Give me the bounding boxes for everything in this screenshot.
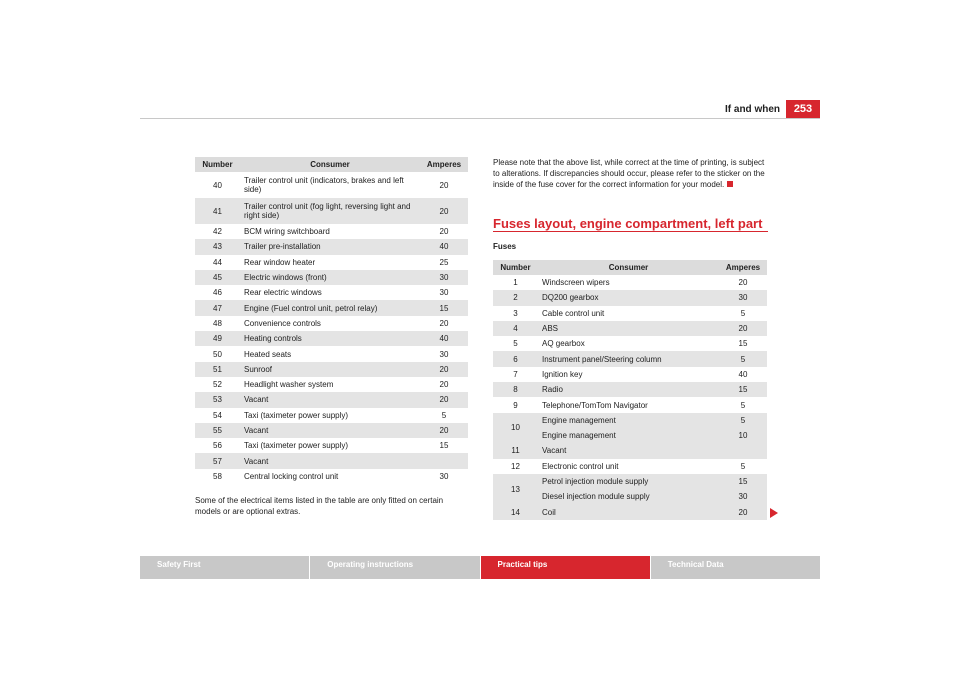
fuse-amperes: 10: [719, 428, 767, 443]
optional-items-note: Some of the electrical items listed in the table are only fitted on certain models or are optional extras.: [195, 496, 444, 516]
table-row: [195, 453, 468, 468]
table-row: [195, 469, 468, 484]
fuse-amperes: 40: [420, 239, 468, 254]
fuse-consumer: Telephone/TomTom Navigator: [538, 397, 719, 412]
table-row: [195, 270, 468, 285]
table-row: [195, 239, 468, 254]
fuse-consumer: Electronic control unit: [538, 459, 719, 474]
table-row: [493, 443, 767, 458]
fuse-consumer: Coil: [538, 504, 719, 519]
fuse-amperes: 20: [719, 504, 767, 519]
header-rule: [140, 118, 820, 119]
fuse-consumer: Windscreen wipers: [538, 275, 719, 290]
table-row: [493, 321, 767, 336]
continue-arrow-icon: [770, 508, 778, 518]
fuse-consumer: Instrument panel/Steering column: [538, 351, 719, 366]
fuse-consumer: Petrol injection module supply: [538, 474, 719, 489]
fuse-amperes: 15: [719, 336, 767, 351]
table-row: [195, 346, 468, 361]
fuse-consumer: Radio: [538, 382, 719, 397]
fuse-table-left: [195, 157, 468, 484]
fuse-number: 3: [493, 306, 538, 321]
fuse-amperes: 30: [719, 489, 767, 504]
fuse-amperes: 5: [719, 413, 767, 428]
fuse-amperes: [420, 453, 468, 468]
fuse-number: 41: [195, 198, 240, 224]
fuse-number: 13: [493, 474, 538, 505]
fuse-number: 11: [493, 443, 538, 458]
section-heading-rule: [493, 231, 768, 232]
fuse-consumer: Trailer control unit (indicators, brakes and left side): [240, 172, 420, 198]
table-row: [195, 331, 468, 346]
fuse-amperes: 20: [420, 423, 468, 438]
fuse-number: 53: [195, 392, 240, 407]
table-row: [195, 377, 468, 392]
fuse-consumer: ABS: [538, 321, 719, 336]
fuse-number: 47: [195, 300, 240, 315]
table-row: [493, 382, 767, 397]
fuses-sublabel: Fuses: [493, 242, 517, 251]
fuse-number: 42: [195, 224, 240, 239]
fuse-amperes: 30: [420, 270, 468, 285]
fuse-consumer: Taxi (taximeter power supply): [240, 408, 420, 423]
fuse-consumer: Vacant: [240, 423, 420, 438]
table-row: [195, 316, 468, 331]
section-heading: Fuses layout, engine compartment, left part: [493, 216, 763, 231]
fuse-consumer: Central locking control unit: [240, 469, 420, 484]
fuse-consumer: Engine management: [538, 428, 719, 443]
fuse-number: 44: [195, 255, 240, 270]
fuse-number: 58: [195, 469, 240, 484]
table-row: [195, 285, 468, 300]
table-row: [195, 362, 468, 377]
fuse-number: 4: [493, 321, 538, 336]
fuse-amperes: 20: [719, 275, 767, 290]
fuse-number: 54: [195, 408, 240, 423]
fuse-amperes: 40: [719, 367, 767, 382]
fuse-amperes: 5: [719, 351, 767, 366]
table-row: [195, 438, 468, 453]
fuse-amperes: 20: [420, 224, 468, 239]
fuse-amperes: 20: [420, 198, 468, 224]
fuse-number: 45: [195, 270, 240, 285]
fuse-amperes: 30: [420, 285, 468, 300]
table-row: [493, 351, 767, 366]
fuse-consumer: BCM wiring switchboard: [240, 224, 420, 239]
column-header-number: Number: [195, 157, 240, 172]
fuse-number: 8: [493, 382, 538, 397]
fuse-number: 1: [493, 275, 538, 290]
fuse-amperes: 15: [420, 438, 468, 453]
column-header-amperes: Amperes: [719, 260, 767, 275]
table-row: [195, 255, 468, 270]
table-row: [493, 474, 767, 489]
fuse-amperes: 20: [719, 321, 767, 336]
column-header-amperes: Amperes: [420, 157, 468, 172]
tab-operating-instructions[interactable]: Operating instructions: [310, 556, 479, 579]
fuse-number: 46: [195, 285, 240, 300]
fuse-amperes: 5: [719, 397, 767, 412]
fuse-number: 7: [493, 367, 538, 382]
fuse-consumer: AQ gearbox: [538, 336, 719, 351]
alteration-notice: [493, 157, 769, 190]
fuse-amperes: 5: [719, 459, 767, 474]
table-row: [195, 172, 468, 198]
table-row: [493, 275, 767, 290]
fuse-number: 52: [195, 377, 240, 392]
fuse-number: 50: [195, 346, 240, 361]
fuse-consumer: Trailer control unit (fog light, reversing light and right side): [240, 198, 420, 224]
fuse-number: 40: [195, 172, 240, 198]
fuse-consumer: Heating controls: [240, 331, 420, 346]
fuse-amperes: 20: [420, 316, 468, 331]
running-header-title: If and when: [725, 104, 780, 115]
fuse-number: 2: [493, 290, 538, 305]
table-row: [195, 198, 468, 224]
fuse-consumer: Vacant: [240, 392, 420, 407]
fuse-consumer: Cable control unit: [538, 306, 719, 321]
fuse-consumer: Vacant: [538, 443, 719, 458]
fuse-consumer: Rear electric windows: [240, 285, 420, 300]
fuse-table-right: [493, 260, 767, 520]
fuse-number: 43: [195, 239, 240, 254]
fuse-amperes: 15: [719, 382, 767, 397]
fuse-consumer: Diesel injection module supply: [538, 489, 719, 504]
fuse-amperes: 20: [420, 392, 468, 407]
table-row: [195, 224, 468, 239]
fuse-number: 51: [195, 362, 240, 377]
fuse-consumer: Rear window heater: [240, 255, 420, 270]
fuse-consumer: Trailer pre-installation: [240, 239, 420, 254]
table-row: [493, 413, 767, 428]
fuse-amperes: 15: [420, 300, 468, 315]
fuse-amperes: [719, 443, 767, 458]
table-row: [493, 367, 767, 382]
table-row: [493, 306, 767, 321]
column-header-consumer: Consumer: [240, 157, 420, 172]
fuse-number: 14: [493, 504, 538, 519]
fuse-number: 5: [493, 336, 538, 351]
fuse-amperes: 30: [719, 290, 767, 305]
fuse-number: 10: [493, 413, 538, 444]
fuse-consumer: Sunroof: [240, 362, 420, 377]
fuse-amperes: 20: [420, 377, 468, 392]
table-row: [493, 459, 767, 474]
fuse-amperes: 20: [420, 172, 468, 198]
column-header-consumer: Consumer: [538, 260, 719, 275]
tab-technical-data[interactable]: Technical Data: [651, 556, 820, 579]
fuse-amperes: 30: [420, 469, 468, 484]
fuse-amperes: 5: [719, 306, 767, 321]
fuse-number: 57: [195, 453, 240, 468]
section-end-marker-icon: [727, 181, 733, 187]
fuse-number: 6: [493, 351, 538, 366]
fuse-number: 12: [493, 459, 538, 474]
table-row: [195, 423, 468, 438]
table-row: [493, 397, 767, 412]
fuse-number: 9: [493, 397, 538, 412]
fuse-consumer: DQ200 gearbox: [538, 290, 719, 305]
column-header-number: Number: [493, 260, 538, 275]
fuse-consumer: Convenience controls: [240, 316, 420, 331]
fuse-consumer: Engine (Fuel control unit, petrol relay): [240, 300, 420, 315]
tab-practical-tips[interactable]: Practical tips: [481, 556, 650, 579]
table-row: [195, 408, 468, 423]
fuse-amperes: 30: [420, 346, 468, 361]
fuse-amperes: 5: [420, 408, 468, 423]
fuse-amperes: 25: [420, 255, 468, 270]
fuse-amperes: 20: [420, 362, 468, 377]
fuse-consumer: Heated seats: [240, 346, 420, 361]
fuse-number: 56: [195, 438, 240, 453]
alteration-notice-text: Please note that the above list, while correct at the time of printing, is subject to alterations. If discrepancies should occur, please refer to the sticker on the inside of the fuse cover for the correct information for your model.: [493, 158, 765, 189]
fuse-amperes: 40: [420, 331, 468, 346]
fuse-consumer: Engine management: [538, 413, 719, 428]
table-row: [493, 290, 767, 305]
fuse-consumer: Ignition key: [538, 367, 719, 382]
fuse-consumer: Electric windows (front): [240, 270, 420, 285]
fuse-consumer: Taxi (taximeter power supply): [240, 438, 420, 453]
tab-safety-first[interactable]: Safety First: [140, 556, 309, 579]
page-number: 253: [786, 100, 820, 118]
fuse-number: 49: [195, 331, 240, 346]
table-row: [195, 392, 468, 407]
table-row: [493, 336, 767, 351]
fuse-number: 48: [195, 316, 240, 331]
fuse-consumer: Headlight washer system: [240, 377, 420, 392]
fuse-number: 55: [195, 423, 240, 438]
fuse-amperes: 15: [719, 474, 767, 489]
table-row: [195, 300, 468, 315]
table-row: [493, 504, 767, 519]
fuse-consumer: Vacant: [240, 453, 420, 468]
footer-tabs: [140, 556, 820, 579]
